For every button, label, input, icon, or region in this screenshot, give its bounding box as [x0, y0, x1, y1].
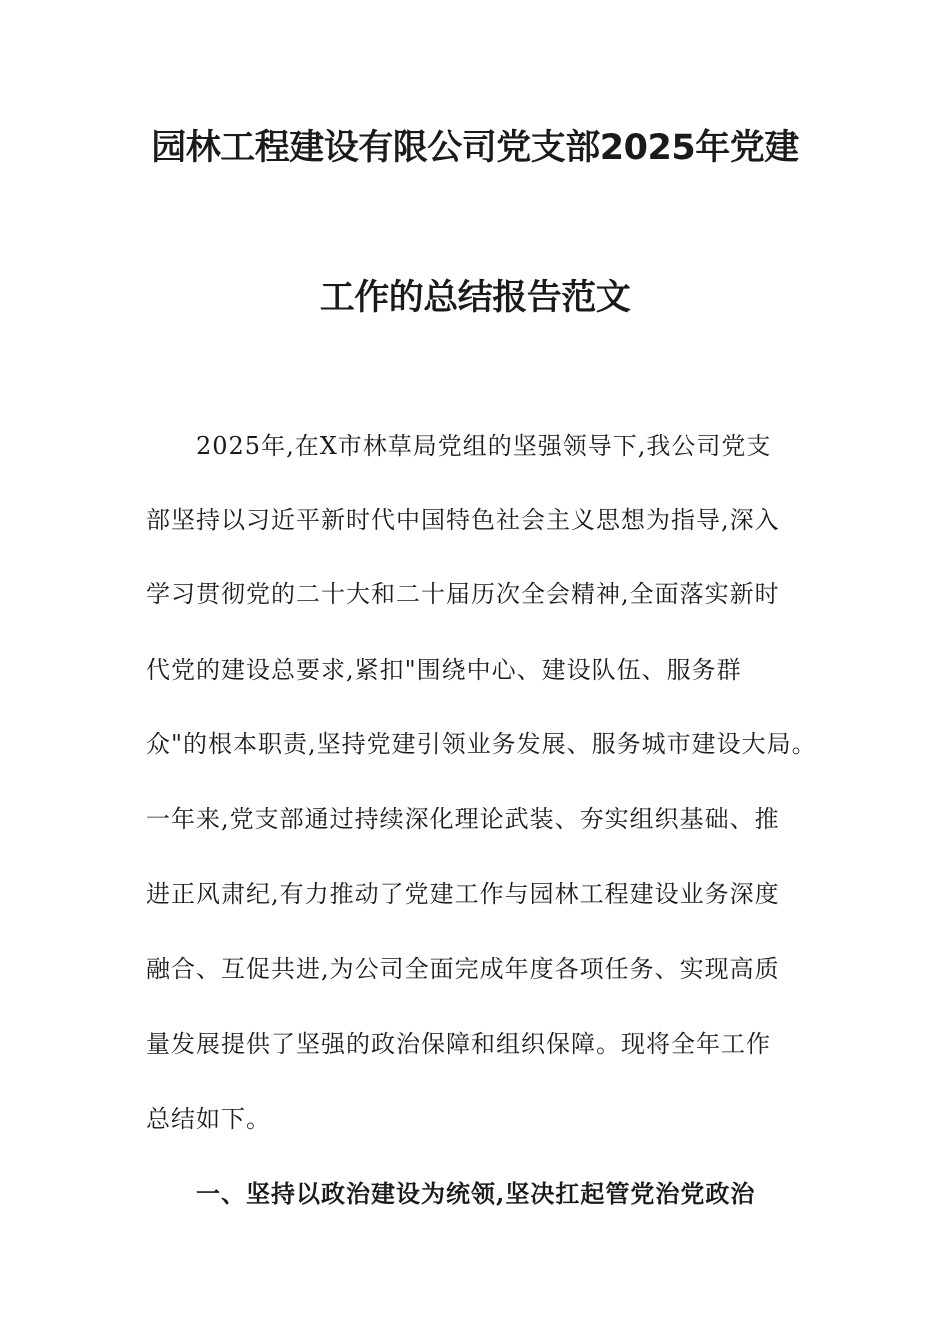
- paragraph-line-5: 众"的根本职责,坚持党建引领业务发展、服务城市建设大局。: [146, 730, 817, 758]
- section-heading-1: 一、坚持以政治建设为统领,坚决扛起管党治党政治: [196, 1179, 756, 1208]
- paragraph-line-6: 一年来,党支部通过持续深化理论武装、夯实组织基础、推: [146, 805, 780, 833]
- paragraph-line-4: 代党的建设总要求,紧扣"围绕中心、建设队伍、服务群: [146, 656, 742, 684]
- paragraph-line-2: 部坚持以习近平新时代中国特色社会主义思想为指导,深入: [146, 506, 780, 534]
- paragraph-line-10: 总结如下。: [146, 1105, 271, 1133]
- paragraph-line-9: 量发展提供了坚强的政治保障和组织保障。现将全年工作: [146, 1030, 771, 1058]
- paragraph-line-7: 进正风肃纪,有力推动了党建工作与园林工程建设业务深度: [146, 880, 780, 908]
- paragraph-line-1: 2025年,在X市林草局党组的坚强领导下,我公司党支: [196, 432, 772, 460]
- document-title-line-2: 工作的总结报告范文: [319, 278, 631, 318]
- paragraph-line-8: 融合、互促共进,为公司全面完成年度各项任务、实现高质: [146, 955, 780, 983]
- document-title-line-1: 园林工程建设有限公司党支部2025年党建: [151, 128, 799, 168]
- paragraph-line-3: 学习贯彻党的二十大和二十届历次全会精神,全面落实新时: [146, 580, 780, 608]
